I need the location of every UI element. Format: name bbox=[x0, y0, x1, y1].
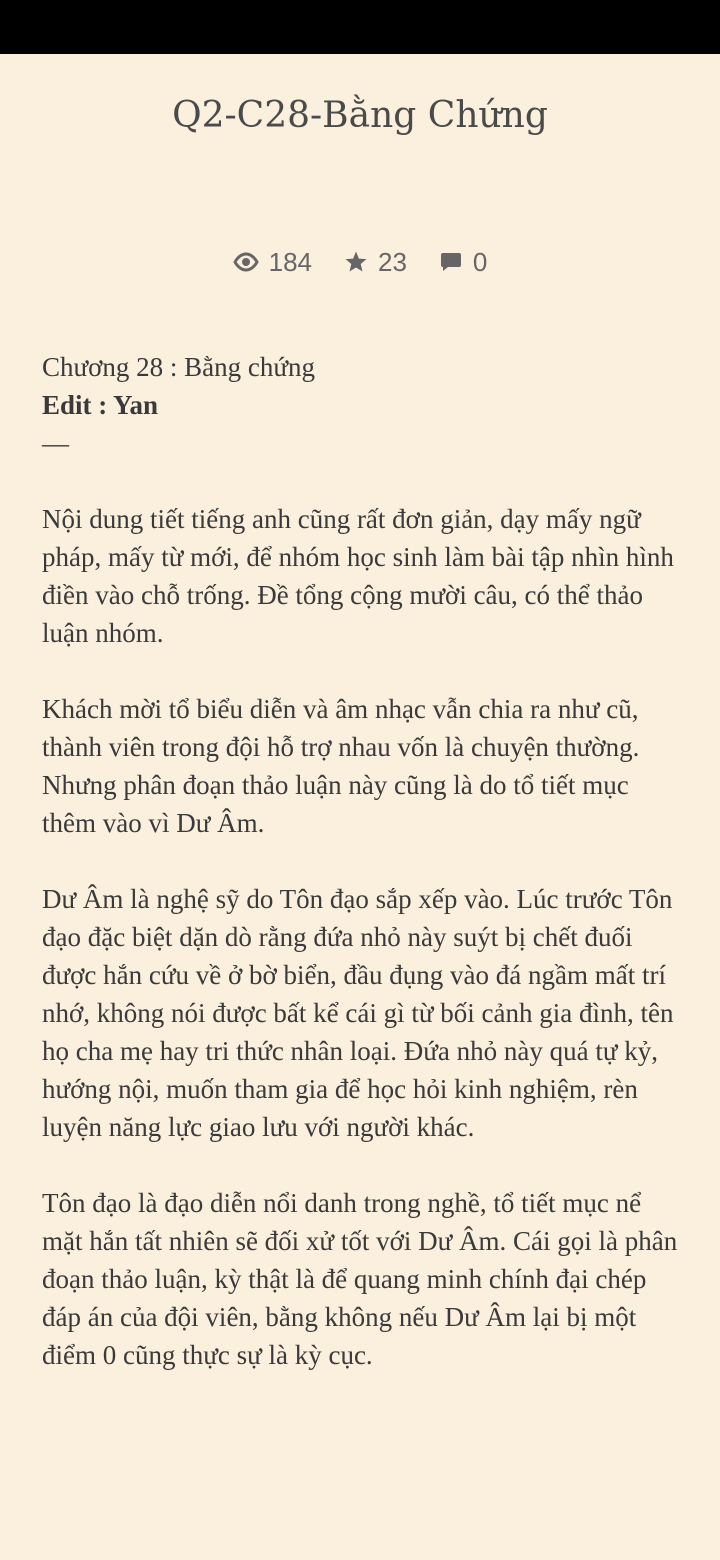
eye-icon bbox=[233, 252, 259, 272]
chapter-heading: Chương 28 : Bằng chứng bbox=[42, 352, 316, 382]
paragraph-3: Dư Âm là nghệ sỹ do Tôn đạo sắp xếp vào. Lúc trước Tôn đạo đặc biệt dặn dò rằng đứa nhỏ này suýt bị chết đuối được hắn cứu về ở bờ biển, đầu đụng vào đá ngầm mất trí nhớ, không nói được bất kể cái gì từ bối cảnh gia đình, tên họ cha mẹ hay tri thức nhân loại. Đứa nhỏ này quá tự kỷ, hướng nội, muốn tham gia để học hỏi kinh nghiệm, rèn luyện năng lực giao lưu với người khác. bbox=[42, 884, 674, 1142]
chapter-stats bbox=[0, 242, 720, 282]
status-bar bbox=[0, 0, 720, 54]
star-icon bbox=[344, 250, 368, 274]
views-count: 184 bbox=[268, 246, 312, 277]
views-stat bbox=[233, 247, 312, 278]
comment-icon bbox=[439, 250, 463, 274]
paragraph-4: Tôn đạo là đạo diễn nổi danh trong nghề, tổ tiết mục nể mặt hắn tất nhiên sẽ đối xử tốt với Dư Âm. Cái gọi là phân đoạn thảo luận, kỳ thật là để quang minh chính đại chép đáp án của đội viên, bằng không nếu Dư Âm lại bị một điểm 0 cũng thực sự là kỳ cục. bbox=[42, 1188, 678, 1370]
chapter-title: Q2-C28-Bằng Chứng bbox=[172, 95, 548, 136]
chapter-content bbox=[42, 348, 678, 1374]
stars-count: 23 bbox=[378, 246, 407, 277]
editor-credit: Edit : Yan bbox=[42, 390, 159, 420]
stars-stat bbox=[344, 247, 407, 278]
comments-count: 0 bbox=[472, 246, 488, 277]
divider-line: — bbox=[42, 428, 69, 458]
paragraph-1: Nội dung tiết tiếng anh cũng rất đơn giản, dạy mấy ngữ pháp, mấy từ mới, để nhóm học sinh làm bài tập nhìn hình điền vào chỗ trống. Đề tổng cộng mười câu, có thể thảo luận nhóm. bbox=[42, 504, 674, 648]
comments-stat bbox=[439, 247, 487, 278]
paragraph-2: Khách mời tổ biểu diễn và âm nhạc vẫn chia ra như cũ, thành viên trong đội hỗ trợ nhau vốn là chuyện thường. Nhưng phân đoạn thảo luận này cũng là do tổ tiết mục thêm vào vì Dư Âm. bbox=[42, 694, 640, 838]
